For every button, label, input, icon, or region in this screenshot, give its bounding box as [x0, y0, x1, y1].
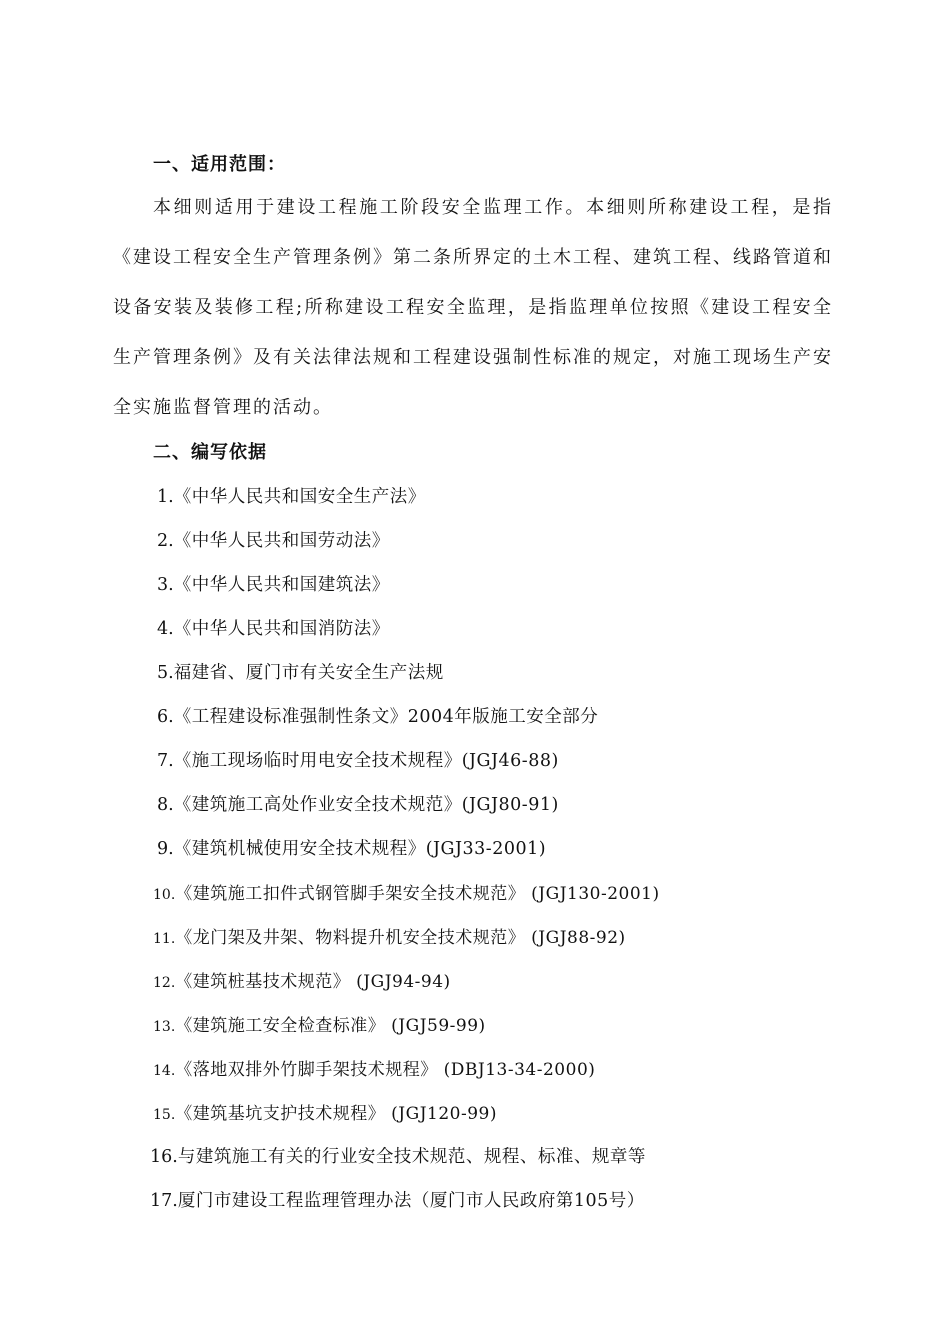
list-item — [157, 791, 559, 816]
list-item-text: 福建省、厦门市有关安全生产法规 — [173, 663, 444, 683]
list-item-text: 《中华人民共和国劳动法》 — [173, 531, 390, 551]
list-item — [157, 703, 598, 728]
list-item-number: 5. — [157, 663, 174, 683]
list-item-number: 9. — [157, 839, 174, 859]
list-item-number: 13. — [153, 1019, 176, 1035]
list-item-number: 1. — [157, 487, 174, 507]
list-item-number: 12. — [153, 975, 176, 991]
list-item — [157, 571, 390, 596]
list-item-text: 《中华人民共和国消防法》 — [173, 619, 390, 639]
list-item-number: 14. — [153, 1063, 176, 1079]
list-item-text: 《建筑机械使用安全技术规程》(JGJ33-2001) — [173, 839, 547, 859]
list-item-text: 《工程建设标准强制性条文》2004年版施工安全部分 — [173, 707, 599, 727]
list-item-number: 7. — [157, 751, 174, 771]
list-item — [153, 923, 626, 948]
list-item-text: 《建筑施工扣件式钢管脚手架安全技术规范》 (JGJ130-2001) — [175, 884, 660, 904]
section-1-paragraph: 本细则适用于建设工程施工阶段安全监理工作。本细则所称建设工程，是指《建设工程安全生产管理条例》第二条所界定的土木工程、建筑工程、线路管道和设备安装及装修工程;所称建设工程安全监理，是指监理单位按照《建设工程安全生产管理条例》及有关法律法规和工程建设强制性标准的规定，对施工现场生产安全实施监督管理的活动。 — [113, 197, 833, 418]
section-2-heading: 二、编写依据 — [153, 442, 267, 463]
list-item — [153, 1055, 595, 1080]
list-item-number: 6. — [157, 707, 174, 727]
list-item-text: 《施工现场临时用电安全技术规程》(JGJ46-88) — [173, 751, 559, 771]
list-item — [157, 615, 390, 640]
list-item-text: 《落地双排外竹脚手架技术规程》 (DBJ13-34-2000) — [175, 1060, 596, 1080]
list-item-text: 与建筑施工有关的行业安全技术规范、规程、标准、规章等 — [177, 1147, 646, 1167]
section-1-heading: 一、适用范围： — [153, 154, 286, 175]
list-item-number: 17. — [150, 1191, 178, 1211]
list-item — [150, 1143, 646, 1168]
list-item — [153, 879, 660, 904]
list-item-number: 11. — [153, 931, 176, 947]
list-item-number: 3. — [157, 575, 174, 595]
list-item — [153, 1099, 497, 1124]
list-item-text: 《龙门架及井架、物料提升机安全技术规范》 (JGJ88-92) — [175, 928, 626, 948]
list-item-text: 《建筑施工高处作业安全技术规范》(JGJ80-91) — [173, 795, 559, 815]
list-item — [153, 967, 451, 992]
list-item-number: 4. — [157, 619, 174, 639]
list-item-text: 《建筑施工安全检查标准》 (JGJ59-99) — [175, 1016, 486, 1036]
list-item-text: 《中华人民共和国建筑法》 — [173, 575, 390, 595]
list-item-text: 《中华人民共和国安全生产法》 — [173, 487, 426, 507]
list-item-text: 《建筑基坑支护技术规程》 (JGJ120-99) — [175, 1104, 497, 1124]
list-item-text: 厦门市建设工程监理管理办法（厦门市人民政府第105号） — [177, 1191, 645, 1211]
list-item-number: 2. — [157, 531, 174, 551]
list-item-text: 《建筑桩基技术规范》 (JGJ94-94) — [175, 972, 451, 992]
list-item — [153, 1011, 486, 1036]
list-item-number: 10. — [153, 887, 176, 903]
list-item — [157, 747, 559, 772]
list-item-number: 16. — [150, 1147, 178, 1167]
list-item-number: 15. — [153, 1107, 176, 1123]
list-item — [157, 527, 390, 552]
list-item — [157, 835, 546, 860]
list-item — [157, 483, 426, 508]
list-item-number: 8. — [157, 795, 174, 815]
list-item — [157, 659, 444, 684]
list-item — [150, 1187, 645, 1212]
